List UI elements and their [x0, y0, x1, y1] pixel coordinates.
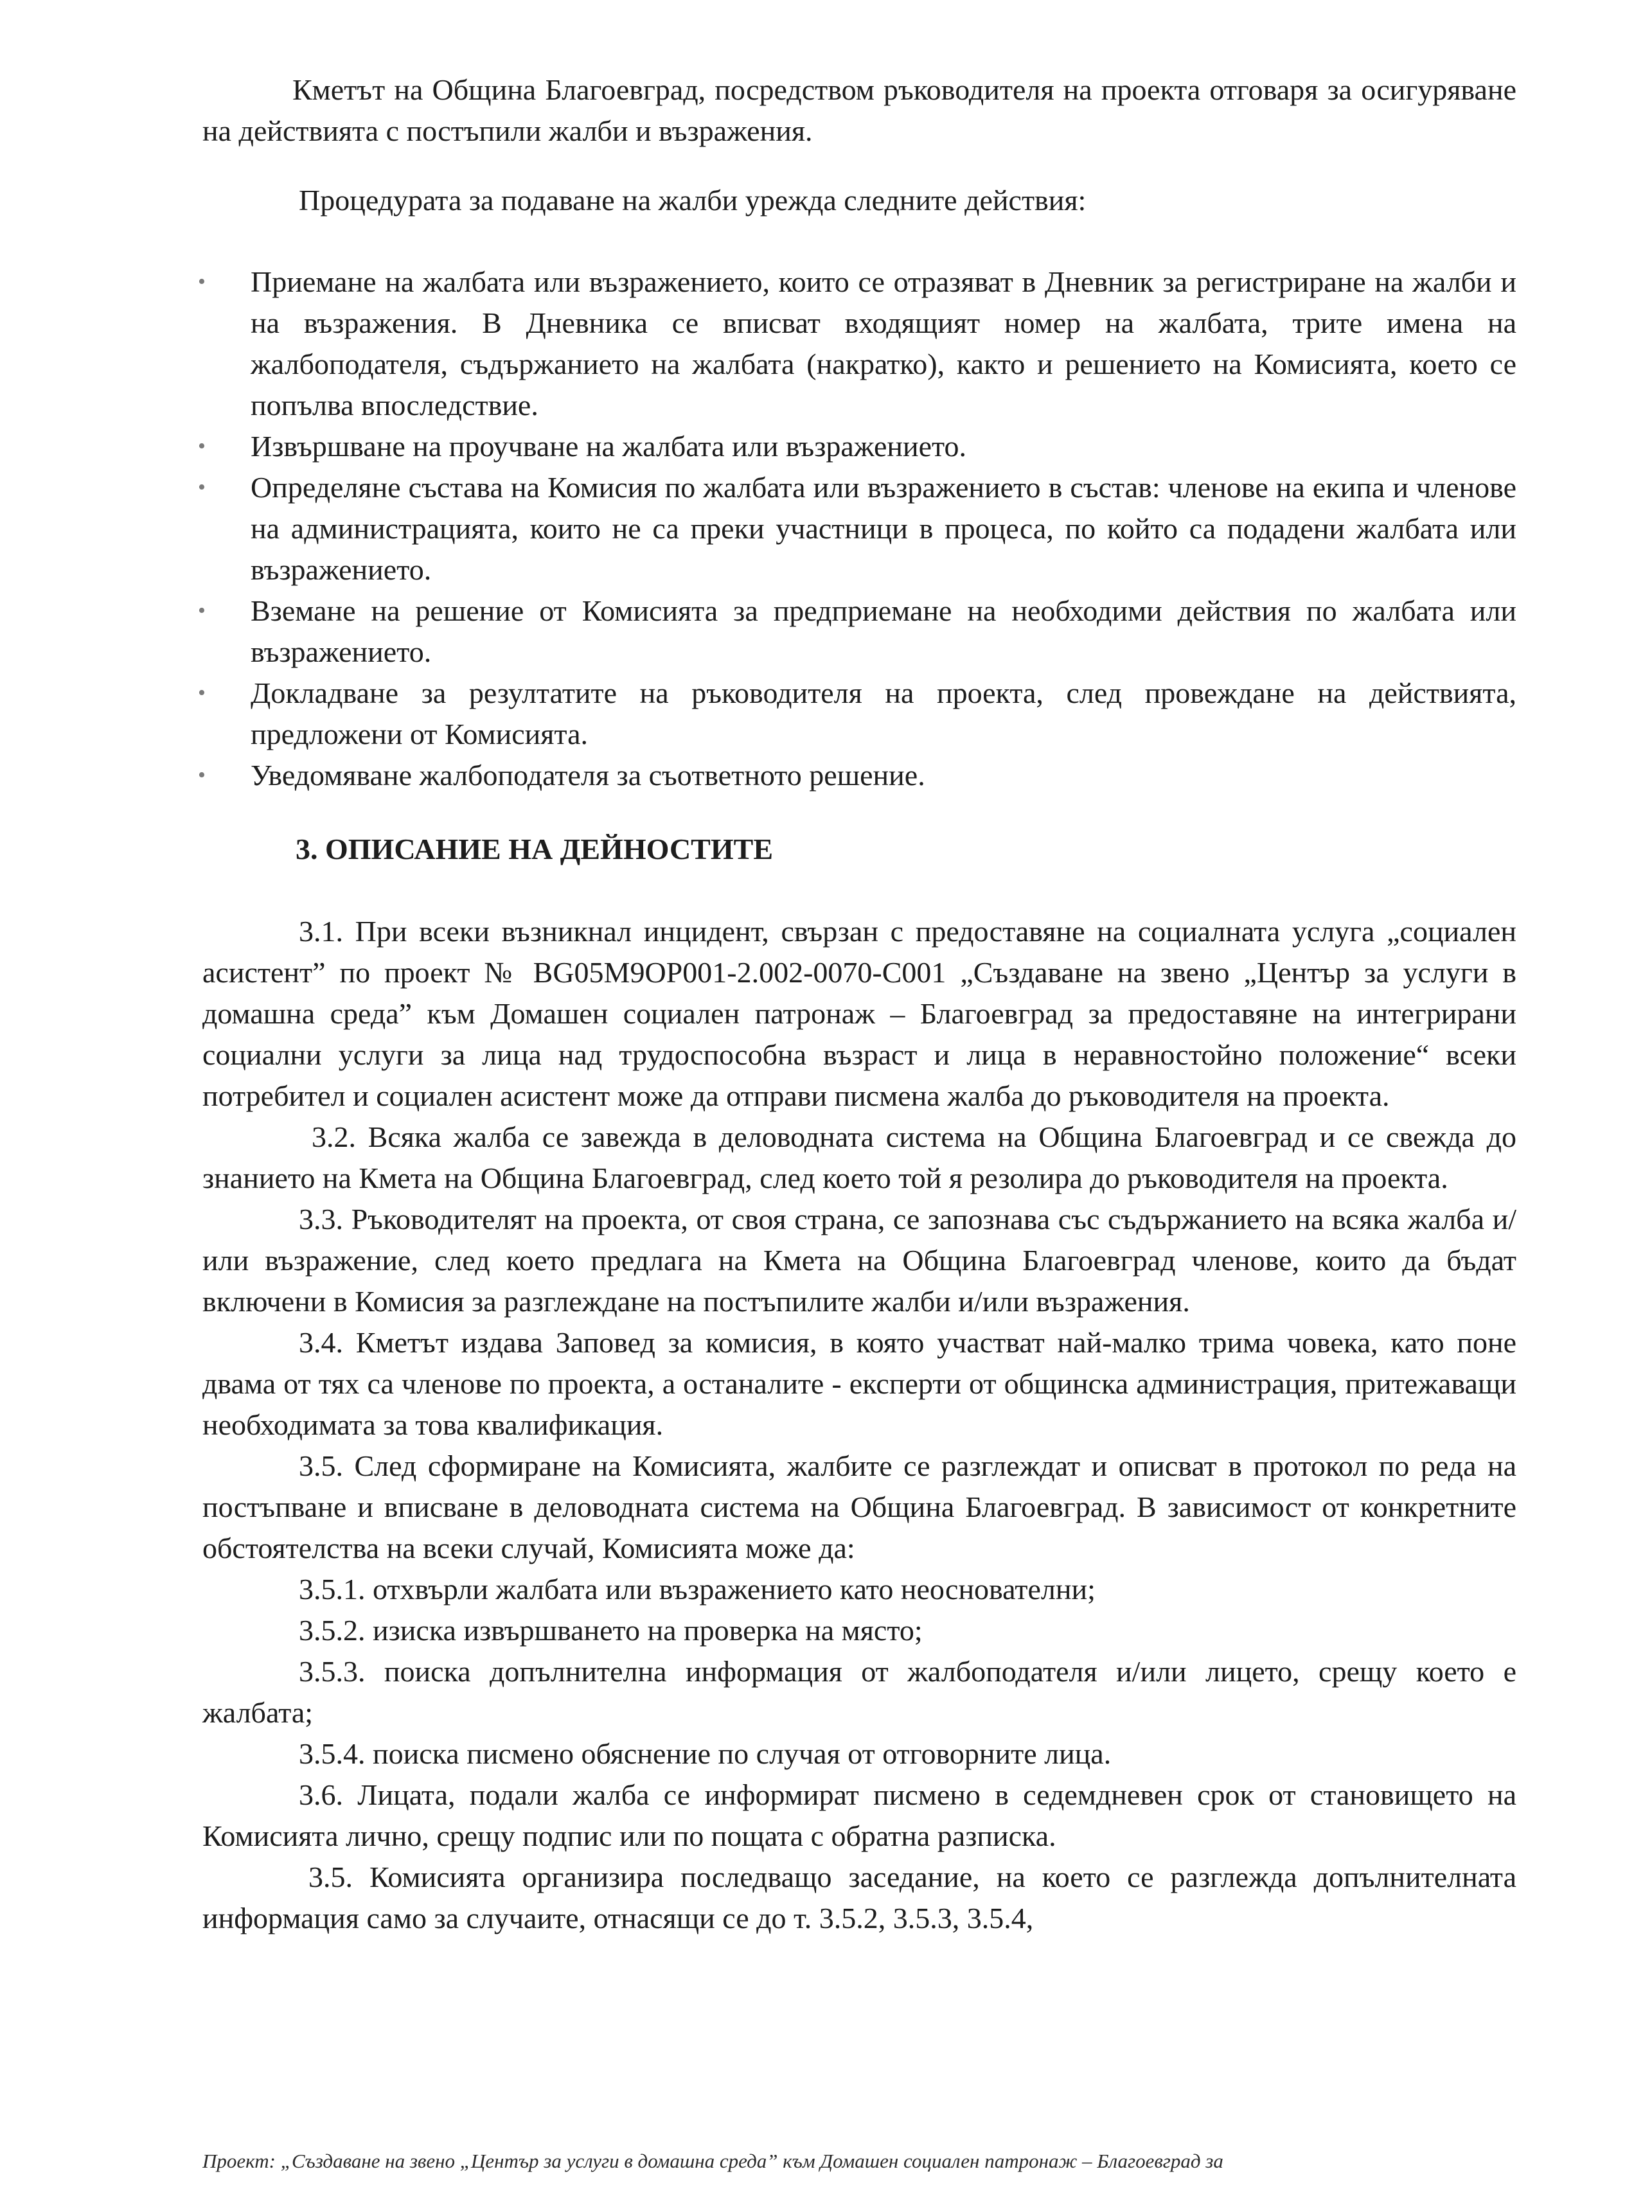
list-item: • Вземане на решение от Комисията за предприемане на необходими действия по жалбата или възражението. [251, 590, 1516, 673]
bullet-icon: • [198, 599, 206, 623]
list-item: • Определяне състава на Комисия по жалбата или възражението в състав: членове на екипа и членове на администрацията, които не са преки участници в процеса, по който са подадени жалбата или възражението. [251, 467, 1516, 590]
bullet-icon: • [198, 270, 206, 294]
paragraph-3-5b: 3.5. Комисията организира последващо заседание, на което се разглежда допълнителната информация само за случаите, отнасящи се до т. 3.5.2, 3.5.3, 3.5.4, [202, 1861, 1516, 1934]
paragraph-3-6: 3.6. Лицата, подали жалба се информират писмено в седемдневен срок от становището на Комисията лично, срещу подпис или по пощата с обратна разписка. [202, 1778, 1516, 1852]
bullet-icon: • [198, 681, 206, 705]
paragraph-3-5-2: 3.5.2. изиска извършването на проверка на място; [299, 1614, 923, 1647]
paragraph-3-5-4: 3.5.4. поиска писмено обяснение по случая от отговорните лица. [299, 1737, 1112, 1770]
bullet-icon: • [198, 434, 206, 458]
paragraph-3-3: 3.3. Ръководителят на проекта, от своя страна, се запознава със съдържанието на всяка жалба и/или възражение, след което предлага на Кмета на Община Благоевград членове, които да бъдат включени в Комисия за разглеждане на постъпилите жалби и/или възражения. [202, 1203, 1516, 1318]
paragraph-3-2: 3.2. Всяка жалба се завежда в деловодната система на Община Благоевград и се свежда до знанието на Кмета на Община Благоевград, след което той я резолира до ръководителя на проекта. [202, 1120, 1516, 1194]
page-footer: Проект: „Създаване на звено „Център за услуги в домашна среда” към Домашен социален патронаж – Благоевград за [202, 2150, 1223, 2172]
intro-paragraph [202, 69, 1516, 152]
bullet-icon: • [198, 763, 206, 787]
list-item: • Уведомяване жалбоподателя за съответното решение. [251, 755, 1516, 796]
section-heading: 3. ОПИСАНИЕ НА ДЕЙНОСТИТЕ [296, 833, 774, 865]
procedure-list [198, 261, 1516, 796]
bullet-icon: • [198, 475, 206, 499]
paragraph-3-5-1: 3.5.1. отхвърли жалбата или възражението като неоснователни; [299, 1573, 1096, 1606]
paragraph-3-1: 3.1. При всеки възникнал инцидент, свързан с предоставяне на социалната услуга „социален асистент” по проект № BG05M9OP001-2.002-0070-C001 „Създаване на звено „Център за услуги в домашна среда” към Домашен социален патронаж – Благоевград за предоставяне на интегрирани социални услуги за лица над трудоспособна възраст и лица в неравностойно положение“ всеки потребител и социален асистент може да отправи писмена жалба до ръководителя на проекта. [202, 915, 1516, 1112]
procedure-paragraph [202, 180, 1516, 221]
intro-text: Кметът на Община Благоевград, посредством ръководителя на проекта отговаря за осигуряване на действията с постъпили жалби и възражения. [202, 73, 1516, 147]
list-item: • Извършване на проучване на жалбата или възражението. [251, 426, 1516, 467]
list-item: • Приемане на жалбата или възражението, които се отразяват в Дневник за регистриране на жалби и на възражения. В Дневника се вписват входящият номер на жалбата, трите имена на жалбоподателя, съдържанието на жалбата (накратко), както и решението на Комисията, което се попълва впоследствие. [251, 261, 1516, 426]
procedure-text: Процедурата за подаване на жалби урежда следните действия: [299, 184, 1087, 217]
paragraph-3-4: 3.4. Кметът издава Заповед за комисия, в която участват най-малко трима човека, като поне двама от тях са членове по проекта, а останалите - експерти от общинска администрация, притежаващи необходимата за това квалификация. [202, 1326, 1516, 1441]
section-body [202, 911, 1516, 1939]
list-item: • Докладване за резултатите на ръководителя на проекта, след провеждане на действията, предложени от Комисията. [251, 673, 1516, 755]
paragraph-3-5: 3.5. След сформиране на Комисията, жалбите се разглеждат и описват в протокол по реда на постъпване и вписване в деловодната система на Община Благоевград. В зависимост от конкретните обстоятелства на всеки случай, Комисията може да: [202, 1449, 1516, 1564]
paragraph-3-5-3: 3.5.3. поиска допълнителна информация от жалбоподателя и/или лицето, срещу което е жалбата; [202, 1655, 1516, 1729]
